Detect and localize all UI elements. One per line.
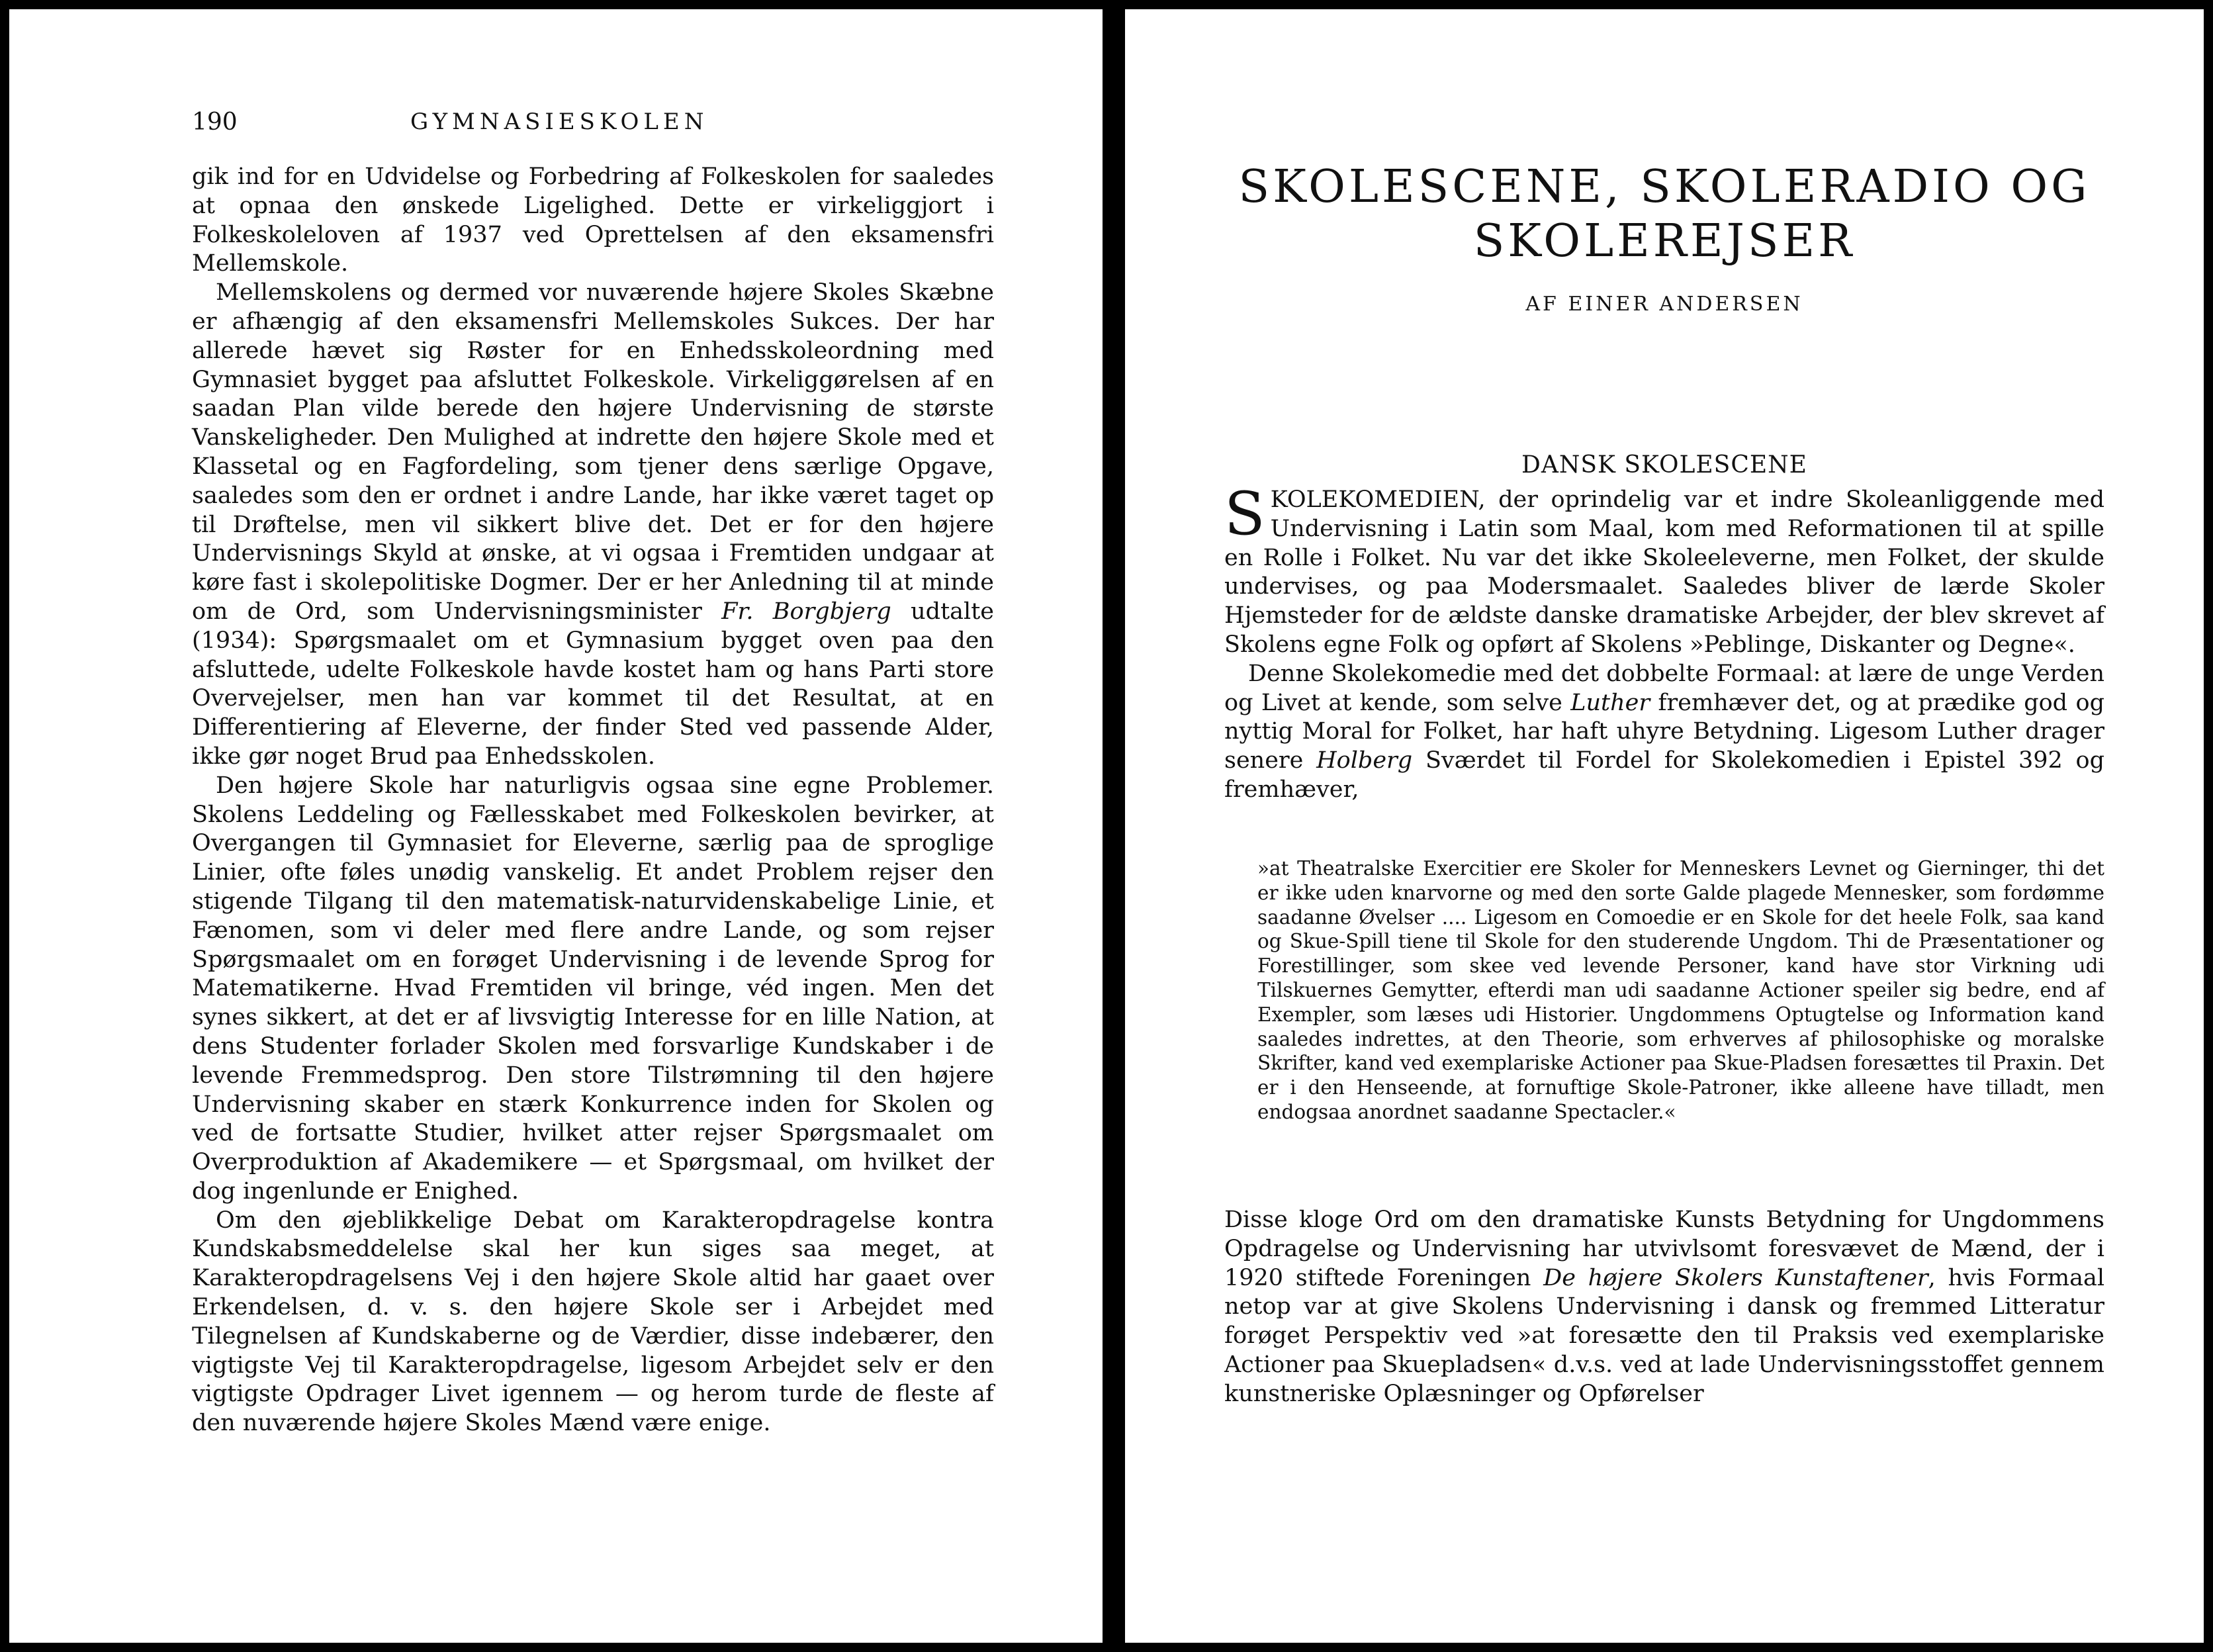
text-run: KOLEKOMEDIEN, der oprindelig var et indre Skoleanliggende med Undervisning i Latin som Maal, kom med Reformationen til at spille en Rolle i Folket. Nu var det ikke Skoleeleverne, men Folket, der skulde undervises, og paa Modersmaalet. Saaledes bliver de lærde Skoler Hjemsteder for de ældste danske dramatiske Arbejder, der blev skrevet af Skolens egne Folk og opført af Skolens »Peblinge, Diskanter og Degne«. <box>1224 486 2104 658</box>
paragraph <box>192 279 994 772</box>
text-run: Mellemskolens og dermed vor nuværende højere Skoles Skæbne er afhængig af den eksamensfri Mellemskoles Sukces. Der har allerede hævet sig Røster for en Enhedsskoleordning med Gymnasiet bygget paa afsluttet Folkeskole. Virkeliggørelsen af en saadan Plan vilde berede den højere Undervisning de største Vanskeligheder. Den Mulighed at indrette den højere Skole med et Klassetal og en Fagfordeling, som tjener dens særlige Opgave, saaledes som den er ordnet i andre Lande, har ikke været taget op til Drøftelse, men vil sikkert blive det. Det er for den højere Undervisnings Skyld at ønske, at vi ogsaa i Fremtiden undgaar at køre fast i skolepolitiske Dogmer. Der er her Anledning til at minde om de Ord, som Undervisningsminister <box>192 279 994 625</box>
quote-text: »at Theatralske Exercitier ere Skoler for Menneskers Levnet og Gierninger, thi det er ikke uden knarvorne og med den sorte Galde plagede Mennesker, som fordømme saadanne Øvelser .... Ligesom en Comoedie er en Skole for det heele Folk, saa kand og Skue-Spill tiene til Skole for den studerende Ungdom. Thi de Præsentationer og Forestillinger, som skee ved levende Personer, kand have stor Virkning udi Tilskuernes Gemytter, efterdi man udi saadanne Actioner speiler sig bedre, end af Exempler, som læses udi Historier. Ungdommens Optugtelse og Information kand saaledes indrettes, at den Theorie, som erhverves af philosophiske og moralske Skrifter, kand ved exemplariske Actioner paa Skue-Pladsen foresættes til Praxin. Det er i den Henseende, at fornuftige Skole-Patroner, ikke alleene have tilladt, men endogsaa anordnet saadanne Spectacler.« <box>1257 857 2104 1123</box>
text-run: , hvis Formaal netop var at give Skolens Undervisning i dansk og fremmed Litteratur forøget Perspektiv ved »at foresætte den til Praksis ved exemplariske Actioner paa Skuepladsen« d.v.s. ved at lade Undervisningsstoffet gennem kunstneriske Oplæsninger og Opførelser <box>1224 1264 2105 1407</box>
chapter-title-line: SKOLEREJSER <box>1473 215 1856 267</box>
paragraph <box>192 1207 994 1438</box>
chapter-title-line: SKOLESCENE, SKOLERADIO OG <box>1238 161 2091 213</box>
page-number: 190 <box>192 109 238 136</box>
text-run: gik ind for en Udvidelse og Forbedring af Folkeskolen for saaledes at opnaa den ønskede Ligelighed. Dette er virkeliggjort i Folkeskoleloven af 1937 ved Oprettelsen af den eksamensfri Mellemskole. <box>192 163 994 277</box>
italic-name: Luther <box>1570 689 1650 716</box>
paragraph <box>1224 479 2104 660</box>
text-run: Disse kloge Ord om den dramatiske Kunsts Betydning for Ungdommens Opdragelse og Undervisning har utvivlsomt foresvævet de Mænd, der i 1920 stiftede Foreningen <box>1224 1207 2104 1291</box>
text-run: Om den øjeblikkelige Debat om Karakteropdragelse kontra Kundskabsmeddelelse skal her kun siges saa meget, at Karakteropdragelsens Vej i den højere Skole altid har gaaet over Erkendelsen, d. v. s. den højere Skole ser i Arbejdet med Tilegnelsen af Kundskaberne og de Værdier, disse indebærer, den vigtigste Vej til Karakteropdragelse, ligesom Arbejdet selv er den vigtigste Opdrager Livet igennem — og herom turde de fleste af den nuværende højere Skoles Mænd være enige. <box>192 1207 994 1437</box>
block-quote <box>1257 856 2104 1124</box>
text-run: fremhæver det, og at prædike god og nyttig Moral for Folket, har haft uhyre Betydning. Ligesom Luther drager senere <box>1224 689 2104 774</box>
left-page <box>9 9 1103 1643</box>
left-body-text <box>192 163 994 1438</box>
author-byline: AF EINER ANDERSEN <box>1525 293 1803 316</box>
text-run: Denne Skolekomedie med det dobbelte Formaal: at lære de unge Verden og Livet at kende, som selve <box>1224 660 2104 716</box>
italic-name: Fr. Borgbjerg <box>721 598 891 625</box>
intro-text <box>1224 479 2105 805</box>
right-page <box>1125 9 2204 1643</box>
text-run: Sværdet til Fordel for Skolekomedien i Epistel 392 og fremhæver, <box>1224 747 2105 803</box>
closing-text <box>1224 1206 2104 1409</box>
chapter-title <box>1224 160 2104 269</box>
text-run: udtalte (1934): Spørgsmaalet om et Gymnasium bygget oven paa den afsluttede, udelte Folkeskole havde kostet ham og hans Parti store Overvejelser, men han var kommet til det Resultat, at en Differentiering af Eleverne, der finder Sted ved passende Alder, ikke gør noget Brud paa Enhedsskolen. <box>192 598 994 770</box>
italic-name: Holberg <box>1316 747 1413 774</box>
paragraph <box>192 772 994 1207</box>
paragraph <box>192 163 994 279</box>
drop-cap: S <box>1224 479 1265 549</box>
running-head-title: GYMNASIESKOLEN <box>410 109 709 135</box>
paragraph <box>1224 660 2104 805</box>
italic-name: De højere Skolers Kunstaftener <box>1543 1264 1928 1291</box>
section-heading: DANSK SKOLESCENE <box>1521 451 1807 479</box>
paragraph <box>1224 1206 2104 1409</box>
text-run: Den højere Skole har naturligvis ogsaa sine egne Problemer. Skolens Leddeling og Fællesskabet med Folkeskolen bevirker, at Overgangen til Gymnasiet for Eleverne, særlig paa de sproglige Linier, ofte føles unødig vanskelig. Et andet Problem rejser den stigende Tilgang til den matematisk-naturvidenskabelige Linie, et Fænomen, som vi deler med flere andre Lande, og som rejser Spørgsmaalet om en forøget Undervisning i de levende Sprog for Matematikerne. Hvad Fremtiden vil bringe, véd ingen. Men det synes sikkert, at det er af livsvigtig Interesse for en lille Nation, at dens Studenter forlader Skolen med forsvarlige Kundskaber i de levende Fremmedsprog. Den store Tilstrømning til den højere Undervisning skaber en stærk Konkurrence inden for Skolen og ved de fortsatte Studier, hvilket atter rejser Spørgsmaalet om Overproduktion af Akademikere — et Spørgsmaal, om hvilket der dog ingenlunde er Enighed. <box>192 772 994 1205</box>
